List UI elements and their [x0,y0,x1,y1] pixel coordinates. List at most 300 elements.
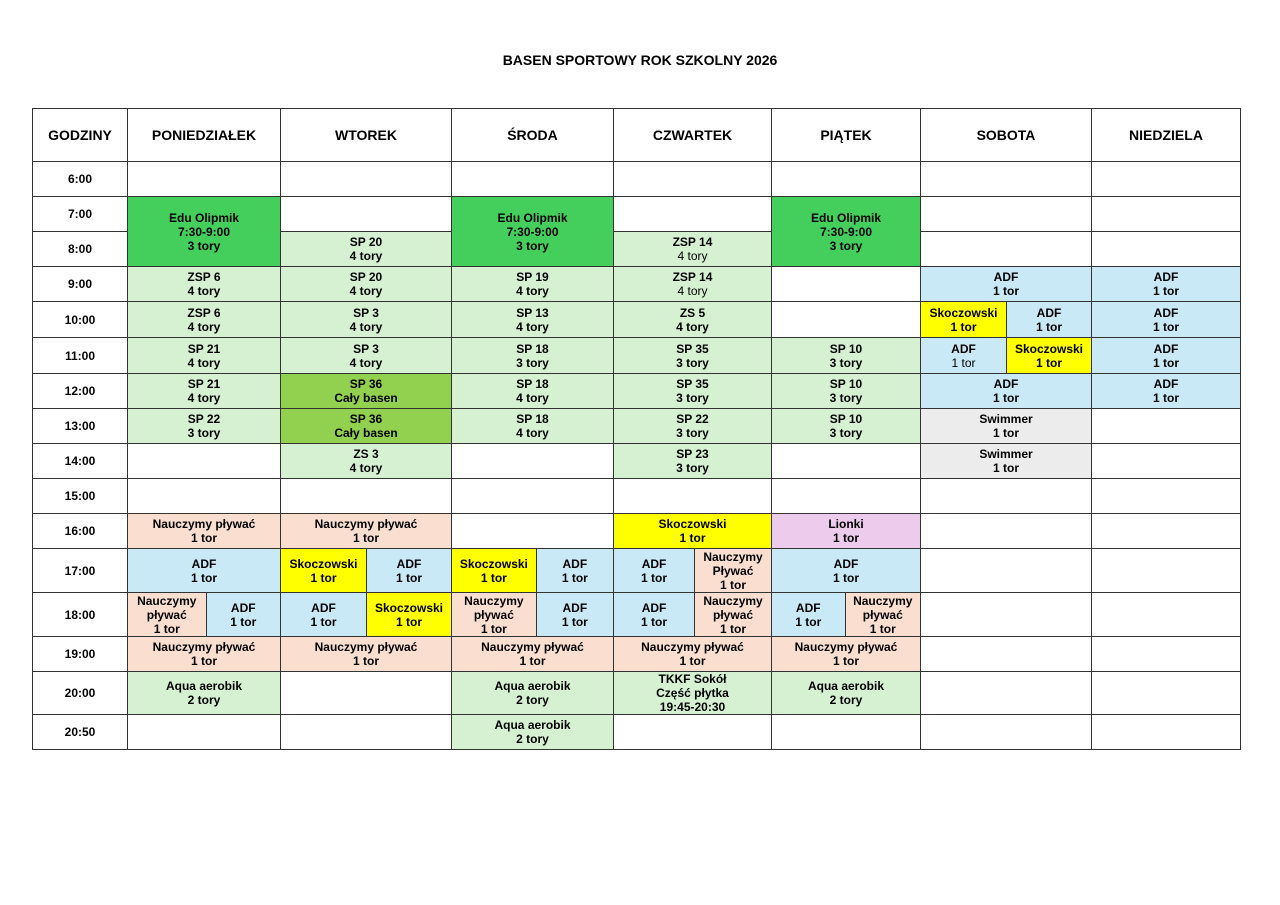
cell-line: SP 10 [829,377,863,391]
cell-line: 1 tor [641,570,668,585]
schedule-cell [128,409,281,444]
schedule-cell [1092,338,1241,374]
empty-cell [1092,479,1241,514]
cell-line: 1 tor [720,577,747,592]
cell-line: 1 tor [951,355,976,370]
cell-line: 1 tor [679,654,706,668]
cell-line: 1 tor [395,570,422,585]
empty-cell [128,444,281,479]
cell-line: Nauczymy [464,593,524,608]
cell-line: 1 tor [153,621,180,636]
cell-line: Nauczymy [853,593,913,608]
schedule-cell [1092,302,1241,338]
hour-cell: 9:00 [33,267,128,302]
cell-line: 3 tory [187,426,221,440]
cell-line: 1 tor [992,284,1019,298]
header-row [33,109,1241,162]
schedule-cell [281,409,452,444]
table-row [33,549,1241,593]
cell-line: ADF [562,600,588,615]
cell-line: Nauczymy pływać [641,640,744,654]
schedule-cell [452,409,614,444]
split-cell [452,593,614,637]
table-row [33,162,1241,197]
cell-line: 4 tory [187,284,221,298]
empty-cell [921,514,1092,549]
cell-line: 3 tory [829,355,863,370]
hour-cell: 10:00 [33,302,128,338]
schedule-cell [281,637,452,672]
empty-cell [281,672,452,715]
schedule-cell [281,267,452,302]
schedule-cell [614,302,772,338]
cell-line: Nauczymy [703,593,763,608]
header-day-monday: PONIEDZIAŁEK [128,109,281,162]
cell-line: 1 tor [832,531,859,545]
cell-line: SP 3 [353,305,379,320]
cell-line: Cały basen [334,426,398,440]
cell-line: 4 tory [349,461,383,475]
schedule-cell [921,374,1092,409]
schedule-cell [921,409,1092,444]
schedule-cell [281,593,367,636]
schedule-cell [281,374,452,409]
table-row [33,514,1241,549]
schedule-cell [614,338,772,374]
empty-cell [452,479,614,514]
cell-line: 3 tory [516,238,549,253]
empty-cell [772,162,921,197]
cell-line: ZSP 6 [187,305,221,320]
cell-line: Skoczowski [1014,341,1084,356]
cell-line: SP 35 [676,377,709,391]
empty-cell [921,672,1092,715]
schedule-cell [772,672,921,715]
schedule-cell [367,549,452,592]
schedule-table [32,108,1241,750]
empty-cell [921,637,1092,672]
schedule-cell [1007,302,1092,337]
cell-line: SP 3 [353,341,379,356]
schedule-cell [452,672,614,715]
schedule-cell [281,549,367,592]
cell-line: 1 tor [950,319,977,334]
empty-cell [772,302,921,338]
schedule-cell [614,672,772,715]
empty-cell [1092,162,1241,197]
empty-cell [452,444,614,479]
table-row [33,267,1241,302]
hour-cell: 18:00 [33,593,128,637]
table-row [33,715,1241,750]
hour-cell: 11:00 [33,338,128,374]
schedule-cell [452,593,536,636]
cell-line: 4 tory [349,284,383,298]
schedule-cell [1092,267,1241,302]
cell-line: SP 36 [349,377,383,391]
cell-line: 1 tor [1152,391,1179,405]
schedule-cell [536,593,613,636]
schedule-cell [772,637,921,672]
cell-line: SP 10 [829,341,863,356]
cell-line: 7:30-9:00 [177,224,231,239]
table-row [33,672,1241,715]
empty-cell [281,197,452,232]
cell-line: Nauczymy pływać [481,640,584,654]
cell-line: 3 tory [676,391,709,405]
cell-line: Cały basen [334,391,398,405]
cell-line: 2 tory [829,693,863,707]
empty-cell [921,715,1092,750]
cell-line: 1 tor [1152,319,1179,334]
hour-cell: 7:00 [33,197,128,232]
cell-line: ADF [311,600,336,615]
cell-line: 4 tory [677,249,708,263]
empty-cell [614,162,772,197]
cell-line: Nauczymy pływać [314,640,418,654]
cell-line: SP 22 [676,412,709,426]
page-title: BASEN SPORTOWY ROK SZKOLNY 2026 [502,52,778,68]
schedule-cell [128,672,281,715]
empty-cell [614,479,772,514]
cell-line: SP 18 [516,341,549,356]
header-day-thursday: CZWARTEK [614,109,772,162]
cell-line: 1 tor [1152,284,1179,298]
schedule-cell [614,514,772,549]
empty-cell [452,514,614,549]
cell-line: SP 18 [516,377,549,391]
header-hours: GODZINY [33,109,128,162]
empty-cell [281,715,452,750]
cell-line: ADF [993,377,1019,391]
schedule-cell [1007,338,1092,373]
cell-line: 2 tory [516,693,549,707]
schedule-cell [367,593,452,636]
cell-line: 4 tory [349,319,383,334]
schedule-cell [614,444,772,479]
schedule-cell [695,549,771,592]
empty-cell [1092,549,1241,593]
schedule-cell [1092,374,1241,409]
cell-line: 1 tor [679,531,706,545]
schedule-cell [772,374,921,409]
cell-line: ZSP 6 [187,270,221,284]
cell-line: 1 tor [1035,355,1062,370]
empty-cell [1092,197,1241,232]
empty-cell [452,162,614,197]
cell-line: 4 tory [677,284,708,298]
cell-line: ADF [951,341,976,356]
header-day-friday: PIĄTEK [772,109,921,162]
cell-line: 4 tory [676,319,709,334]
schedule-cell [614,593,695,636]
cell-line: 1 tor [561,614,588,629]
cell-line: Swimmer [979,412,1033,426]
empty-cell [281,162,452,197]
cell-line: Część płytka [656,686,729,700]
cell-line: 1 tor [352,654,379,668]
empty-cell [1092,409,1241,444]
hour-cell: 13:00 [33,409,128,444]
schedule-cell [128,338,281,374]
empty-cell [1092,637,1241,672]
cell-line: Aqua aerobik [165,679,243,693]
empty-cell [281,479,452,514]
cell-line: ADF [1153,341,1179,356]
empty-cell [921,197,1092,232]
cell-line: SP 10 [829,412,863,426]
table-row [33,479,1241,514]
cell-line: Aqua aerobik [807,679,885,693]
cell-line: 2 tory [187,693,221,707]
cell-line: 4 tory [187,391,221,405]
schedule-cell [206,593,280,636]
schedule-cell [845,593,920,636]
cell-line: ADF [562,556,588,571]
schedule-cell [921,302,1007,337]
empty-cell [1092,672,1241,715]
cell-line: 1 tor [992,391,1019,405]
cell-line: 1 tor [190,570,217,585]
cell-line: 1 tor [190,531,217,545]
cell-line: 7:30-9:00 [819,224,873,239]
cell-line: 4 tory [187,355,221,370]
cell-line: 3 tory [676,426,709,440]
schedule-cell [921,267,1092,302]
cell-line: 1 tor [795,614,822,629]
cell-line: 1 tor [720,621,747,636]
table-row [33,444,1241,479]
cell-line: Edu Olipmik [497,210,568,225]
empty-cell [1092,514,1241,549]
schedule-cell [772,338,921,374]
split-cell [614,549,772,593]
cell-line: 4 tory [516,319,549,334]
cell-line: 1 tor [1035,319,1062,334]
cell-line: pływać [862,607,903,622]
header-day-tuesday: WTOREK [281,109,452,162]
cell-line: ZSP 14 [672,235,713,249]
empty-cell [772,479,921,514]
cell-line: Nauczymy [137,593,197,608]
schedule-cell [281,514,452,549]
split-cell [128,593,281,637]
cell-line: 1 tor [832,654,859,668]
cell-line: 3 tory [187,238,221,253]
cell-line: 1 tor [190,654,217,668]
schedule-cell [128,593,206,636]
cell-line: ADF [1036,305,1062,320]
schedule-cell [452,637,614,672]
cell-line: Pływać [712,563,754,578]
cell-line: 1 tor [310,570,337,585]
split-cell [281,549,452,593]
schedule-cell [128,514,281,549]
cell-line: SP 22 [187,412,221,426]
empty-cell [128,162,281,197]
cell-line: 1 tor [352,531,379,545]
cell-line: Nauczymy pływać [152,517,256,531]
hour-cell: 17:00 [33,549,128,593]
schedule-cell [772,409,921,444]
cell-line: ADF [641,556,667,571]
header-day-sunday: NIEDZIELA [1092,109,1241,162]
schedule-cell [128,374,281,409]
cell-line: 1 tor [992,461,1019,475]
table-row [33,302,1241,338]
schedule-cell [614,409,772,444]
cell-line: SP 36 [349,412,383,426]
hour-cell: 19:00 [33,637,128,672]
empty-cell [921,162,1092,197]
cell-line: SP 23 [676,447,709,461]
cell-line: pływać [146,607,187,622]
cell-line: 1 tor [561,570,588,585]
cell-line: ADF [641,600,667,615]
empty-cell [128,715,281,750]
cell-line: 4 tory [516,284,549,298]
cell-line: 4 tory [349,249,383,263]
cell-line: 1 tor [480,621,507,636]
cell-line: 4 tory [349,355,383,370]
empty-cell [128,479,281,514]
schedule-cell [128,267,281,302]
schedule-cell [128,637,281,672]
schedule-cell [614,267,772,302]
hour-cell: 12:00 [33,374,128,409]
cell-line: 1 tor [310,614,337,629]
schedule-cell [281,232,452,267]
split-cell [921,338,1092,374]
cell-line: 1 tor [869,621,896,636]
empty-cell [772,715,921,750]
schedule-cell [281,444,452,479]
cell-line: ADF [833,556,859,571]
schedule-cell [536,549,613,592]
cell-line: Nauczymy pływać [794,640,898,654]
split-cell [614,593,772,637]
schedule-cell [452,267,614,302]
schedule-cell [452,302,614,338]
schedule-cell [452,338,614,374]
empty-cell [921,479,1092,514]
cell-line: Aqua aerobik [494,679,571,693]
schedule-cell [772,549,921,593]
cell-line: pływać [473,607,514,622]
cell-line: ADF [795,600,821,615]
schedule-cell [772,197,921,267]
schedule-cell [614,637,772,672]
cell-line: ZSP 14 [672,270,713,284]
cell-line: SP 19 [516,270,549,284]
cell-line: ZS 5 [679,305,706,320]
cell-line: 3 tory [829,391,863,405]
empty-cell [1092,232,1241,267]
cell-line: Nauczymy pływać [152,640,256,654]
schedule-cell [772,514,921,549]
schedule-cell [452,374,614,409]
cell-line: ADF [1153,377,1179,391]
cell-line: Edu Olipmik [810,210,881,225]
split-cell [452,549,614,593]
cell-line: SP 35 [676,341,709,356]
cell-line: Skoczowski [658,517,727,531]
table-row [33,593,1241,637]
schedule-cell [128,197,281,267]
cell-line: 1 tor [519,654,546,668]
table-row [33,409,1241,444]
schedule-cell [921,444,1092,479]
hour-cell: 15:00 [33,479,128,514]
cell-line: 1 tor [230,614,257,629]
cell-line: SP 13 [516,305,549,320]
cell-line: 19:45-20:30 [659,700,726,714]
cell-line: 3 tory [676,355,709,370]
cell-line: pływać [713,607,754,622]
cell-line: 3 tory [829,238,863,253]
cell-line: 3 tory [829,426,863,440]
cell-line: 3 tory [676,461,709,475]
cell-line: ZS 3 [353,447,379,461]
cell-line: Swimmer [979,447,1033,461]
cell-line: SP 21 [187,377,221,391]
table-row [33,637,1241,672]
cell-line: ADF [1153,270,1179,284]
cell-line: Skoczowski [459,556,528,571]
empty-cell [921,232,1092,267]
cell-line: Nauczymy [703,549,763,564]
cell-line: Skoczowski [374,600,444,615]
hour-cell: 8:00 [33,232,128,267]
cell-line: 1 tor [1152,355,1179,370]
schedule-cell [772,593,845,636]
split-cell [921,302,1092,338]
schedule-cell [281,338,452,374]
cell-line: ADF [191,556,217,571]
table-row [33,374,1241,409]
hour-cell: 6:00 [33,162,128,197]
hour-cell: 20:50 [33,715,128,750]
cell-line: 4 tory [516,426,549,440]
cell-line: 7:30-9:00 [506,224,559,239]
schedule-cell [452,549,536,592]
schedule-cell [452,715,614,750]
cell-line: Aqua aerobik [494,718,571,732]
cell-line: 1 tor [641,614,668,629]
split-cell [281,593,452,637]
cell-line: Lionki [828,517,864,531]
cell-line: 1 tor [992,426,1019,440]
cell-line: 4 tory [187,319,221,334]
hour-cell: 20:00 [33,672,128,715]
table-row [33,338,1241,374]
cell-line: TKKF Sokół [658,672,727,686]
schedule-cell [128,549,281,593]
table-row [33,197,1241,232]
empty-cell [1092,444,1241,479]
cell-line: 4 tory [516,391,549,405]
schedule-cell [614,232,772,267]
cell-line: 3 tory [516,355,549,370]
cell-line: SP 18 [516,412,549,426]
schedule-cell [614,549,695,592]
schedule-cell [281,302,452,338]
schedule-cell [128,302,281,338]
cell-line: ADF [230,600,256,615]
schedule-cell [452,197,614,267]
split-cell [772,593,921,637]
empty-cell [772,444,921,479]
